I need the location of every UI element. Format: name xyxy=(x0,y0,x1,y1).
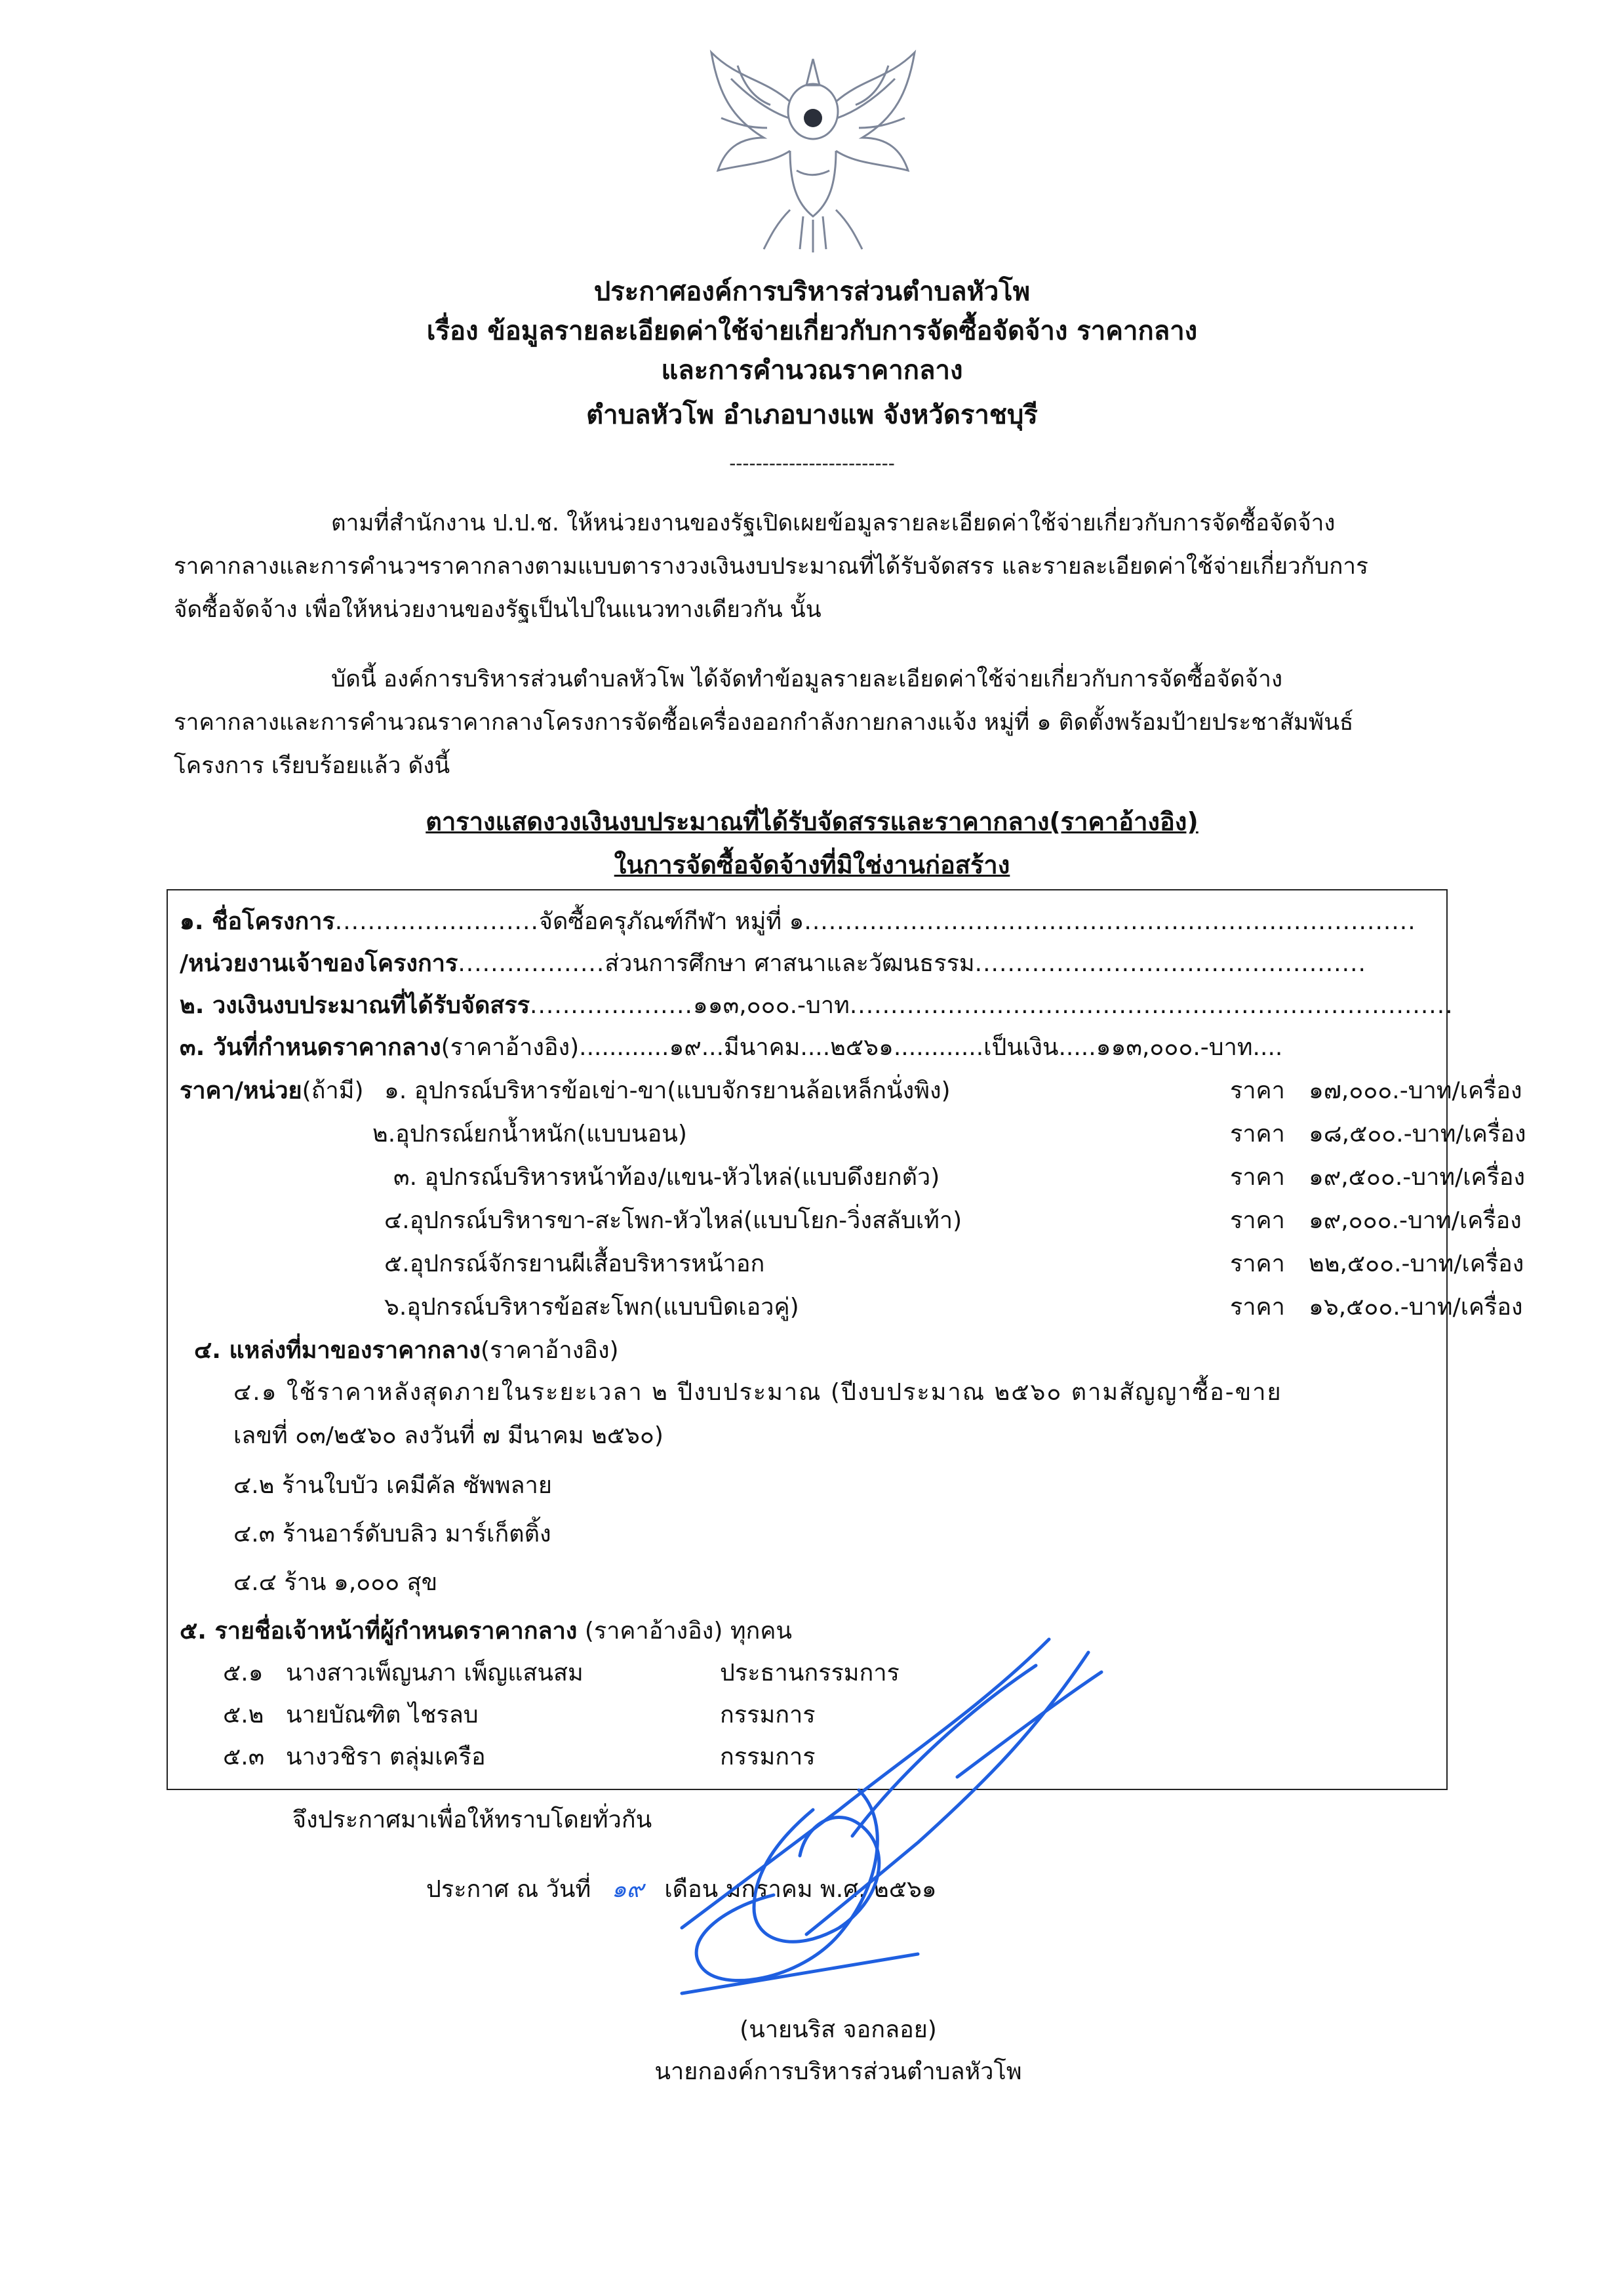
price-item-name: ๒.อุปกรณ์ยกน้ำหนัก(แบบนอน) xyxy=(372,1121,687,1148)
signer-position: นายกองค์การบริหารส่วนตำบลหัวโพ xyxy=(654,2058,1022,2085)
price-date-label-ref: (ราคาอ้างอิง) xyxy=(441,1034,580,1061)
price-item-name: ๖.อุปกรณ์บริหารข้อสะโพก(แบบบิดเอวคู่) xyxy=(384,1294,799,1321)
price-item-name: ๕.อุปกรณ์จักรยานผีเสื้อบริหารหน้าอก xyxy=(384,1250,765,1277)
project-name-row xyxy=(180,902,1416,940)
project-name-value: จัดซื้อครุภัณฑ์กีฬา หมู่ที่ ๑ xyxy=(538,908,804,935)
price-source-4-3: ๔.๓ ร้านอาร์ดับบลิว มาร์เก็ตติ้ง xyxy=(233,1521,551,1547)
officer-role: ประธานกรรมการ xyxy=(720,1660,900,1686)
dots: .................. xyxy=(458,950,605,977)
project-name-label: ๑. ชื่อโครงการ xyxy=(180,908,335,935)
date-day: ๑๙ xyxy=(611,1876,644,1903)
price-item-label: ราคา xyxy=(1230,1164,1285,1191)
intro-line-2: ราคากลางและการคำนวฯราคากลางตามแบบตารางวงเงินงบประมาณที่ได้รับจัดสรร และรายละเอียดค่าใช้จ่ายเกี่ยวกับการ xyxy=(174,553,1368,580)
dots: ................................................ xyxy=(974,950,1366,977)
price-item-name: ๓. อุปกรณ์บริหารหน้าท้อง/แขน-หัวไหล่(แบบดึงยกตัว) xyxy=(393,1164,940,1191)
price-item-label: ราคา xyxy=(1230,1250,1285,1277)
officers-label: ๕. รายชื่อเจ้าหน้าที่ผู้กำหนดราคากลาง xyxy=(180,1618,578,1645)
price-source-4-1-line-2: เลขที่ ๐๓/๒๕๖๐ ลงวันที่ ๗ มีนาคม ๒๕๖๐) xyxy=(233,1422,663,1449)
price-source-label-ref: (ราคาอ้างอิง) xyxy=(481,1337,619,1364)
body-line-3: โครงการ เรียบร้อยแล้ว ดังนี้ xyxy=(174,753,450,779)
officer-number: ๕.๒ xyxy=(223,1702,264,1728)
price-source-4-1-line-1: ๔.๑ ใช้ราคาหลังสุดภายในระยะเวลา ๒ ปีงบประมาณ (ปีงบประมาณ ๒๕๖๐ ตามสัญญาซื้อ-ขาย xyxy=(233,1379,1282,1406)
price-item-label: ราคา xyxy=(1230,1207,1285,1234)
price-item-label: ราคา xyxy=(1230,1077,1285,1104)
officer-number: ๕.๓ xyxy=(223,1744,265,1770)
budget-value: ๑๑๓,๐๐๐.-บาท xyxy=(692,992,850,1019)
header-line-4: ตำบลหัวโพ อำเภอบางแพ จังหวัดราชบุรี xyxy=(586,400,1038,430)
officer-role: กรรมการ xyxy=(720,1744,816,1770)
price-item-value: ๑๙,๕๐๐.-บาท/เครื่อง xyxy=(1309,1164,1526,1191)
signer-name: (นายนริส จอกลอย) xyxy=(740,2016,937,2043)
price-source-heading xyxy=(194,1331,619,1368)
price-date-row xyxy=(180,1028,1282,1066)
announcement-text: จึงประกาศมาเพื่อให้ทราบโดยทั่วกัน xyxy=(292,1806,652,1833)
intro-line-3: จัดซื้อจัดจ้าง เพื่อให้หน่วยงานของรัฐเป็นไปในแนวทางเดียวกัน นั้น xyxy=(174,597,822,623)
officers-label-note: (ราคาอ้างอิง) ทุกคน xyxy=(577,1618,793,1645)
owner-agency-value: ส่วนการศึกษา ศาสนาและวัฒนธรรม xyxy=(604,950,975,977)
header-rule: ------------------------- xyxy=(729,452,895,474)
price-source-label: ๔. แหล่งที่มาของราคากลาง xyxy=(194,1337,481,1364)
table-title-line-2: ในการจัดซื้อจัดจ้างที่มิใช่งานก่อสร้าง xyxy=(614,850,1010,879)
garuda-emblem-icon xyxy=(692,39,934,262)
unit-price-label-note: (ถ้ามี) xyxy=(302,1077,364,1104)
body-line-2: ราคากลางและการคำนวณราคากลางโครงการจัดซื้อเครื่องออกกำลังกายกลางแจ้ง หมู่ที่ ๑ ติดตั้งพร้อมป้ายประชาสัมพันธ์ xyxy=(174,709,1354,736)
dots: .......................................................................... xyxy=(849,992,1454,1019)
unit-price-label-row xyxy=(180,1071,364,1109)
date-rest: เดือน มกราคม พ.ศ. ๒๕๖๑ xyxy=(664,1876,937,1903)
price-item-value: ๑๙,๐๐๐.-บาท/เครื่อง xyxy=(1309,1207,1522,1234)
price-item-value: ๑๗,๐๐๐.-บาท/เครื่อง xyxy=(1309,1077,1522,1104)
unit-price-label: ราคา/หน่วย xyxy=(180,1077,302,1104)
officer-number: ๕.๑ xyxy=(223,1660,264,1686)
body-paragraph xyxy=(174,658,1459,788)
price-date-value: ............๑๙...มีนาคม....๒๕๖๑............เป็นเงิน.....๑๑๓,๐๐๐.-บาท.... xyxy=(579,1034,1283,1061)
table-title-line-1: ตารางแสดงวงเงินงบประมาณที่ได้รับจัดสรรและราคากลาง(ราคาอ้างอิง) xyxy=(426,807,1198,836)
intro-line-1: ตามที่สำนักงาน ป.ป.ช. ให้หน่วยงานของรัฐเปิดเผยข้อมูลรายละเอียดค่าใช้จ่ายเกี่ยวกับการจัดซื้อจัดจ้าง xyxy=(331,510,1336,536)
signature-icon xyxy=(643,1626,1141,2020)
header-line-3: และการคำนวณราคากลาง xyxy=(661,355,963,386)
date-prefix: ประกาศ ณ วันที่ xyxy=(426,1876,591,1903)
dots: ........................................................................... xyxy=(804,908,1416,935)
price-item-value: ๑๖,๕๐๐.-บาท/เครื่อง xyxy=(1309,1294,1523,1321)
price-source-4-2: ๔.๒ ร้านใบบัว เคมีคัล ซัพพลาย xyxy=(233,1472,552,1499)
body-line-1: บัดนี้ องค์การบริหารส่วนตำบลหัวโพ ได้จัดทำข้อมูลรายละเอียดค่าใช้จ่ายเกี่ยวกับการจัดซื้อจัดจ้าง xyxy=(331,666,1283,692)
price-item-label: ราคา xyxy=(1230,1121,1285,1148)
officer-name: นายบัณฑิต ไชรลบ xyxy=(286,1702,479,1728)
officer-name: นางสาวเพ็ญนภา เพ็ญแสนสม xyxy=(286,1660,584,1686)
price-item-value: ๒๒,๕๐๐.-บาท/เครื่อง xyxy=(1309,1250,1524,1277)
officer-role: กรรมการ xyxy=(720,1702,816,1728)
dots: .................... xyxy=(530,992,693,1019)
dots: ......................... xyxy=(334,908,539,935)
owner-agency-row xyxy=(180,944,1366,982)
header-line-1: ประกาศองค์การบริหารส่วนตำบลหัวโพ xyxy=(593,277,1031,307)
price-date-label: ๓. วันที่กำหนดราคากลาง xyxy=(180,1034,441,1061)
budget-label: ๒. วงเงินงบประมาณที่ได้รับจัดสรร xyxy=(180,992,530,1019)
price-item-value: ๑๘,๕๐๐.-บาท/เครื่อง xyxy=(1309,1121,1526,1148)
price-source-4-4: ๔.๔ ร้าน ๑,๐๐๐ สุข xyxy=(233,1569,438,1596)
header-line-2: เรื่อง ข้อมูลรายละเอียดค่าใช้จ่ายเกี่ยวกับการจัดซื้อจัดจ้าง ราคากลาง xyxy=(426,316,1198,346)
price-item-label: ราคา xyxy=(1230,1294,1285,1321)
price-item-name: ๑. อุปกรณ์บริหารข้อเข่า-ขา(แบบจักรยานล้อเหล็กนั่งพิง) xyxy=(384,1077,951,1104)
owner-agency-label: /หน่วยงานเจ้าของโครงการ xyxy=(180,950,458,977)
intro-paragraph xyxy=(174,502,1459,631)
officer-name: นางวชิรา ตลุ่มเครือ xyxy=(286,1744,486,1770)
price-item-name: ๔.อุปกรณ์บริหารขา-สะโพก-หัวไหล่(แบบโยก-วิ่งสลับเท้า) xyxy=(384,1207,962,1234)
budget-row xyxy=(180,986,1454,1024)
